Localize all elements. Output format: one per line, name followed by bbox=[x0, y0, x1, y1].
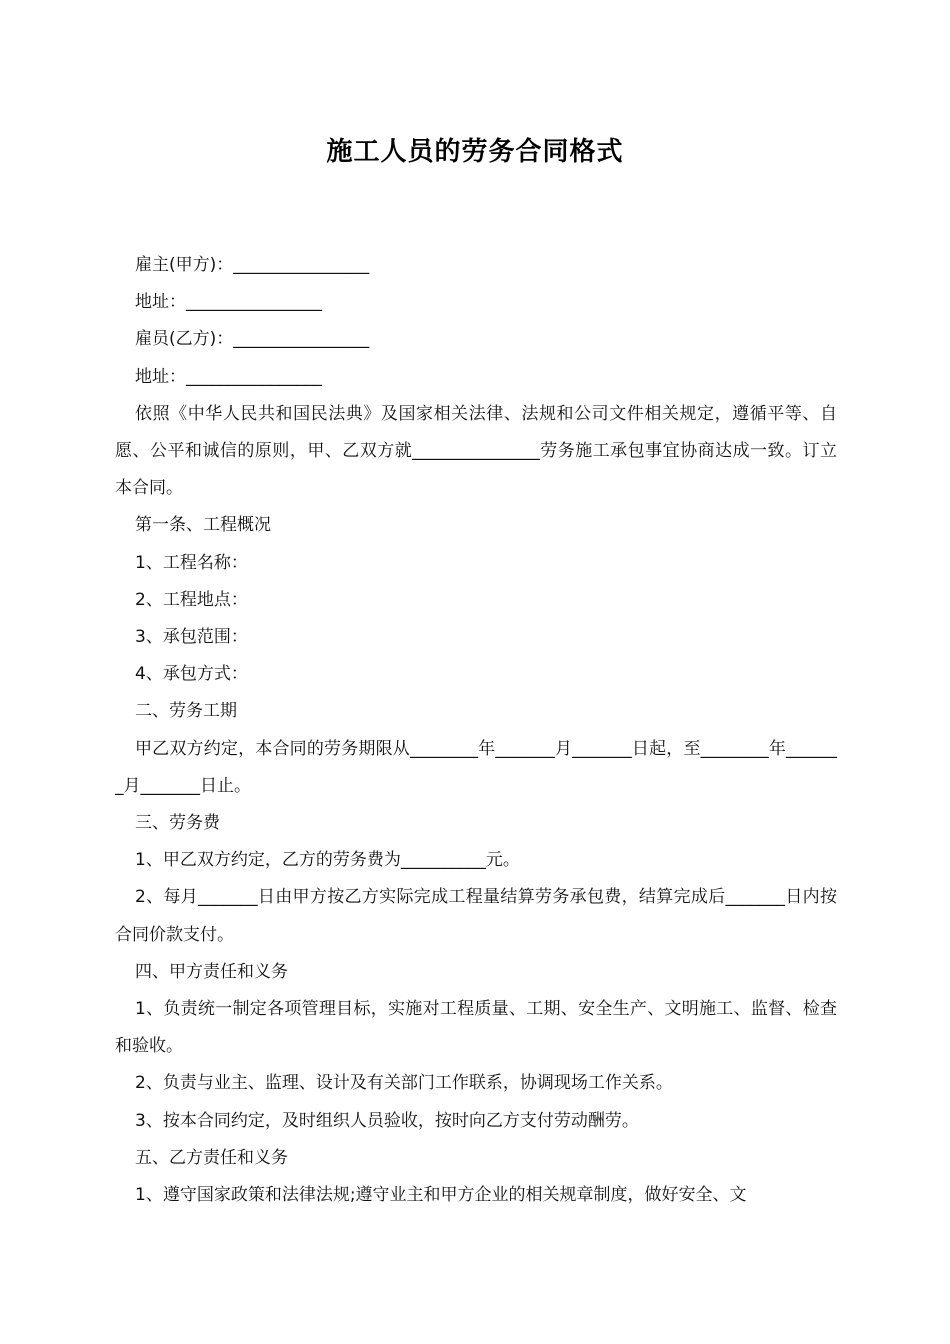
section-heading: 第一条、工程概况 bbox=[135, 515, 271, 536]
clause-item: 1、工程名称： bbox=[135, 552, 248, 573]
section-heading: 五、乙方责任和义务 bbox=[135, 1147, 288, 1168]
employer-field: 雇主(甲方)：________________ bbox=[135, 255, 370, 275]
clause-item: 1、负责统一制定各项管理目标，实施对工程质量、工期、安全生产、文明施工、监督、检查和验收。 bbox=[115, 999, 837, 1057]
clause-item: 3、按本合同约定，及时组织人员验收，按时向乙方支付劳动酬劳。 bbox=[135, 1110, 639, 1131]
clause-item: 1、遵守国家政策和法律法规;遵守业主和甲方企业的相关规章制度，做好安全、文 bbox=[135, 1185, 747, 1206]
preamble-paragraph: 依照《中华人民共和国民法典》及国家相关法律、法规和公司文件相关规定，遵循平等、自愿、公平和诚信的原则，甲、乙双方就_______________劳务施工承包事宜协商达成一致。订立本合同。 bbox=[115, 403, 837, 499]
clause-item: 2、负责与业主、监理、设计及有关部门工作联系，协调现场工作关系。 bbox=[135, 1073, 673, 1094]
section-heading: 三、劳务费 bbox=[135, 813, 220, 834]
clause-item: 2、工程地点： bbox=[135, 589, 248, 610]
term-paragraph: 甲乙双方约定，本合同的劳务期限从________年_______月_______日起，至________年_______月_______日止。 bbox=[115, 738, 837, 796]
document-title: 施工人员的劳务合同格式 bbox=[326, 137, 624, 167]
clause-item: 4、承包方式： bbox=[135, 664, 248, 685]
clause-item: 1、甲乙双方约定，乙方的劳务费为__________元。 bbox=[135, 850, 520, 871]
section-heading: 四、甲方责任和义务 bbox=[135, 961, 288, 982]
employee-field: 雇员(乙方)：________________ bbox=[135, 329, 370, 350]
employee-address-field: 地址：________________ bbox=[135, 366, 322, 387]
clause-item: 3、承包范围： bbox=[135, 627, 248, 648]
clause-item: 2、每月_______日由甲方按乙方实际完成工程量结算劳务承包费，结算完成后_______日内按合同价款支付。 bbox=[115, 887, 837, 945]
document-body bbox=[115, 247, 837, 1214]
section-heading: 二、劳务工期 bbox=[135, 701, 237, 722]
employer-address-field: 地址：________________ bbox=[135, 292, 322, 313]
